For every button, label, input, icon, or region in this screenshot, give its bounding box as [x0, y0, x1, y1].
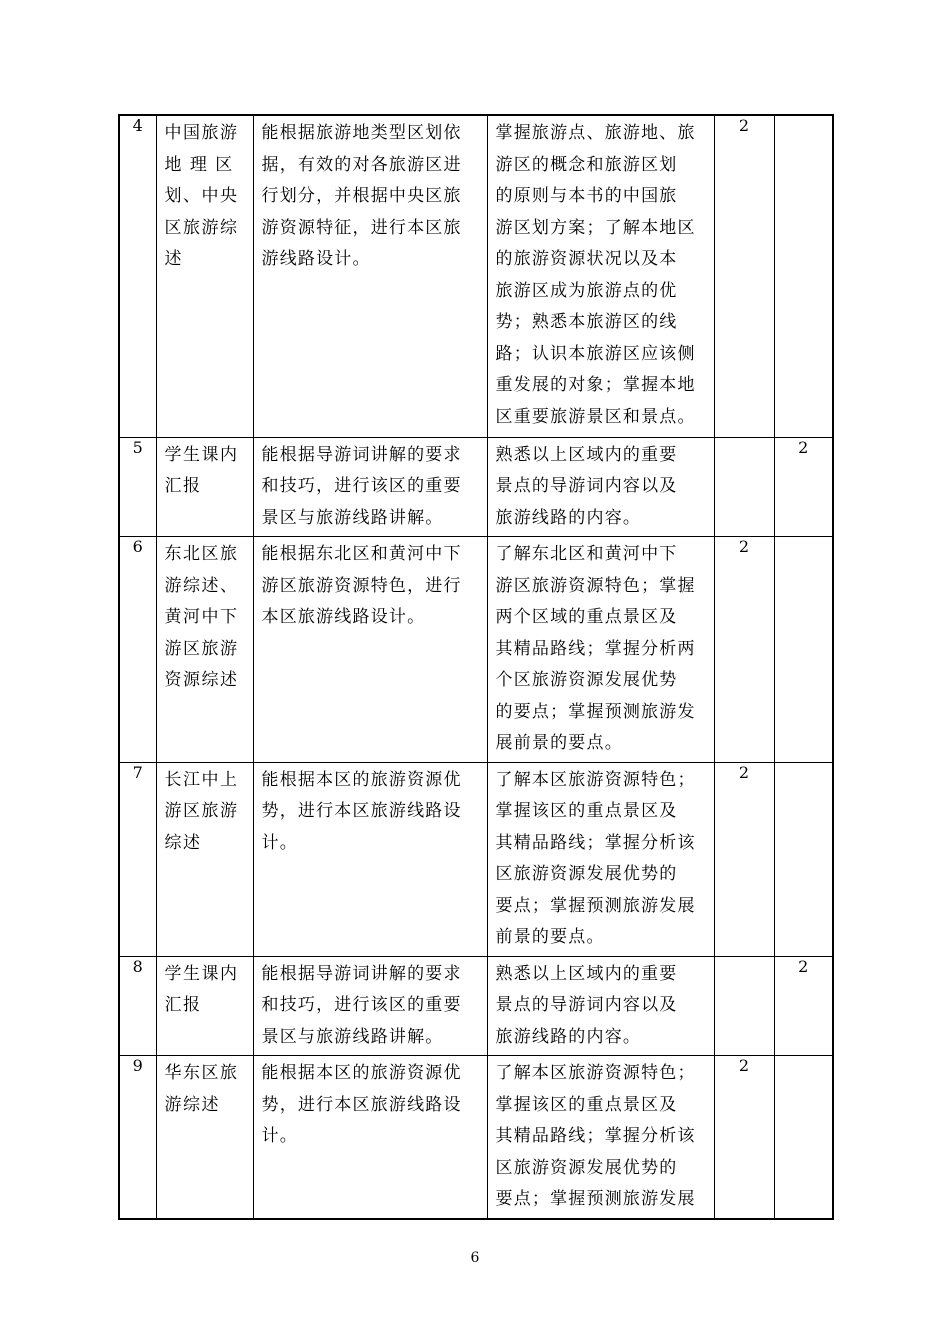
topic-cell — [156, 115, 253, 437]
table-row — [119, 437, 833, 537]
table-row — [119, 762, 833, 956]
skill-text: 能根据东北区和黄河中下 游区旅游资源特色，进行 本区旅游线路设计。 — [261, 544, 462, 627]
practice-hours — [774, 762, 833, 956]
table-row — [119, 537, 833, 763]
practice-hours: 2 — [774, 437, 833, 537]
knowledge-cell — [487, 115, 714, 437]
topic-text: 华东区旅 游综述 — [164, 1063, 239, 1115]
knowledge-cell — [487, 762, 714, 956]
skill-text: 能根据导游词讲解的要求 和技巧，进行该区的重要 景区与旅游线路讲解。 — [261, 444, 462, 528]
knowledge-cell — [487, 437, 714, 537]
row-number: 7 — [119, 762, 156, 956]
topic-cell — [156, 1056, 253, 1219]
theory-hours — [714, 437, 774, 537]
topic-cell — [156, 762, 253, 956]
theory-hours: 2 — [714, 762, 774, 956]
row-number: 9 — [119, 1056, 156, 1219]
page-number: 6 — [470, 1250, 480, 1266]
theory-hours: 2 — [714, 537, 774, 763]
skill-cell — [253, 762, 487, 956]
skill-cell — [253, 1056, 487, 1219]
theory-hours — [714, 956, 774, 1056]
practice-hours — [774, 115, 833, 437]
row-number: 8 — [119, 956, 156, 1056]
topic-text: 学生课内 汇报 — [164, 963, 239, 1015]
row-number: 4 — [119, 115, 156, 437]
topic-text: 学生课内 汇报 — [164, 444, 239, 496]
table-row — [119, 956, 833, 1056]
practice-hours — [774, 537, 833, 763]
topic-text: 长江中上 游区旅游 综述 — [164, 769, 239, 853]
skill-text: 能根据本区的旅游资源优 势，进行本区旅游线路设 计。 — [261, 1063, 462, 1146]
practice-hours: 2 — [774, 956, 833, 1056]
skill-text: 能根据本区的旅游资源优 势，进行本区旅游线路设 计。 — [261, 769, 462, 853]
knowledge-text: 了解东北区和黄河中下 游区旅游资源特色；掌握 两个区域的重点景区及 其精品路线；掌握分析两 个区旅游资源发展优势 的要点；掌握预测旅游发 展前景的要点。 — [495, 544, 696, 753]
theory-hours: 2 — [714, 1056, 774, 1219]
course-content-table — [118, 114, 834, 1220]
row-number: 6 — [119, 537, 156, 763]
skill-cell — [253, 537, 487, 763]
knowledge-cell — [487, 1056, 714, 1219]
table-row — [119, 1056, 833, 1219]
knowledge-text: 熟悉以上区域内的重要 景点的导游词内容以及 旅游线路的内容。 — [495, 963, 678, 1047]
knowledge-text: 掌握旅游点、旅游地、旅 游区的概念和旅游区划 的原则与本书的中国旅 游区划方案；了解本地区 的旅游资源状况以及本 旅游区成为旅游点的优 势；熟悉本旅游区的线 路；认识本旅游区应该侧 重发展的对象；掌握本地 区重要旅游景区和景点。 — [495, 123, 696, 427]
skill-cell — [253, 437, 487, 537]
topic-cell — [156, 956, 253, 1056]
skill-cell — [253, 956, 487, 1056]
row-number: 5 — [119, 437, 156, 537]
topic-cell — [156, 537, 253, 763]
practice-hours — [774, 1056, 833, 1219]
skill-text: 能根据导游词讲解的要求 和技巧，进行该区的重要 景区与旅游线路讲解。 — [261, 963, 462, 1047]
knowledge-cell — [487, 956, 714, 1056]
theory-hours: 2 — [714, 115, 774, 437]
table-row — [119, 115, 833, 437]
topic-cell — [156, 437, 253, 537]
knowledge-cell — [487, 537, 714, 763]
knowledge-text: 熟悉以上区域内的重要 景点的导游词内容以及 旅游线路的内容。 — [495, 444, 678, 528]
topic-text: 中国旅游 地 理 区 划、中央 区旅游综 述 — [164, 123, 239, 269]
knowledge-text: 了解本区旅游资源特色； 掌握该区的重点景区及 其精品路线；掌握分析该 区旅游资源发展优势的 要点；掌握预测旅游发展 前景的要点。 — [495, 769, 696, 947]
skill-cell — [253, 115, 487, 437]
knowledge-text: 了解本区旅游资源特色； 掌握该区的重点景区及 其精品路线；掌握分析该 区旅游资源发展优势的 要点；掌握预测旅游发展 — [495, 1063, 696, 1209]
skill-text: 能根据旅游地类型区划依 据，有效的对各旅游区进 行划分，并根据中央区旅 游资源特征，进行本区旅 游线路设计。 — [261, 123, 462, 269]
topic-text: 东北区旅 游综述、 黄河中下 游区旅游 资源综述 — [164, 544, 239, 690]
